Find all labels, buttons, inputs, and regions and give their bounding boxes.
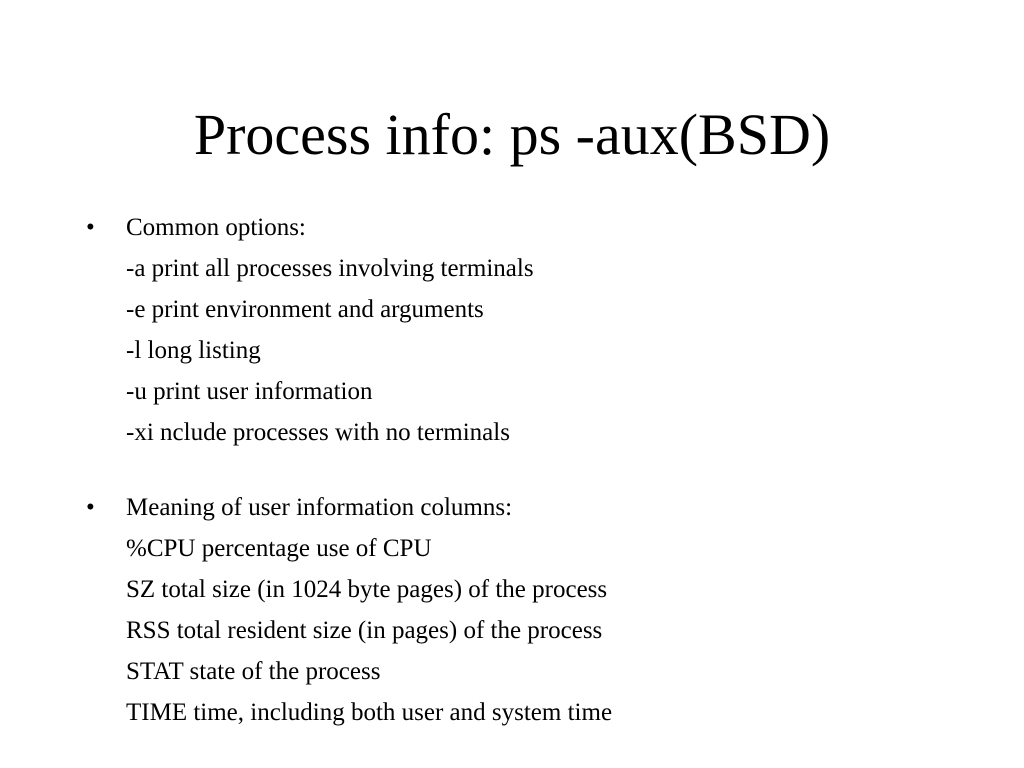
- bullet-icon: •: [86, 494, 95, 521]
- bullet-heading: Meaning of user information columns:: [126, 494, 513, 521]
- sub-item-text: SZ total size (in 1024 byte pages) of the process: [126, 576, 608, 603]
- sub-item-text: RSS total resident size (in pages) of the process: [126, 617, 603, 644]
- sub-item-text: -xi nclude processes with no terminals: [126, 419, 510, 446]
- slide-title: Process info: ps -aux(BSD): [193, 102, 831, 167]
- sub-item: [86, 292, 986, 333]
- bullet-heading-row: [86, 210, 986, 251]
- sub-item-text: -l long listing: [126, 337, 261, 364]
- sub-item: [86, 374, 986, 415]
- sub-item-text: TIME time, including both user and system time: [126, 699, 613, 726]
- bullet-icon: •: [86, 214, 95, 241]
- sub-item: [86, 531, 986, 572]
- bullet-section-common-options: [86, 210, 986, 456]
- bullet-heading: Common options:: [126, 214, 306, 241]
- sub-item-text: -e print environment and arguments: [126, 296, 484, 323]
- sub-item-text: -u print user information: [126, 378, 373, 405]
- bullet-section-column-meanings: [86, 490, 986, 736]
- sub-item: [86, 572, 986, 613]
- sub-item: [86, 333, 986, 374]
- sub-item-text: %CPU percentage use of CPU: [126, 535, 432, 562]
- sub-item: [86, 415, 986, 456]
- bullet-heading-row: [86, 490, 986, 531]
- sub-item: [86, 251, 986, 292]
- sub-item-text: -a print all processes involving terminals: [126, 255, 534, 282]
- sub-item: [86, 613, 986, 654]
- sub-item-text: STAT state of the process: [126, 658, 381, 685]
- sub-item: [86, 695, 986, 736]
- sub-item: [86, 654, 986, 695]
